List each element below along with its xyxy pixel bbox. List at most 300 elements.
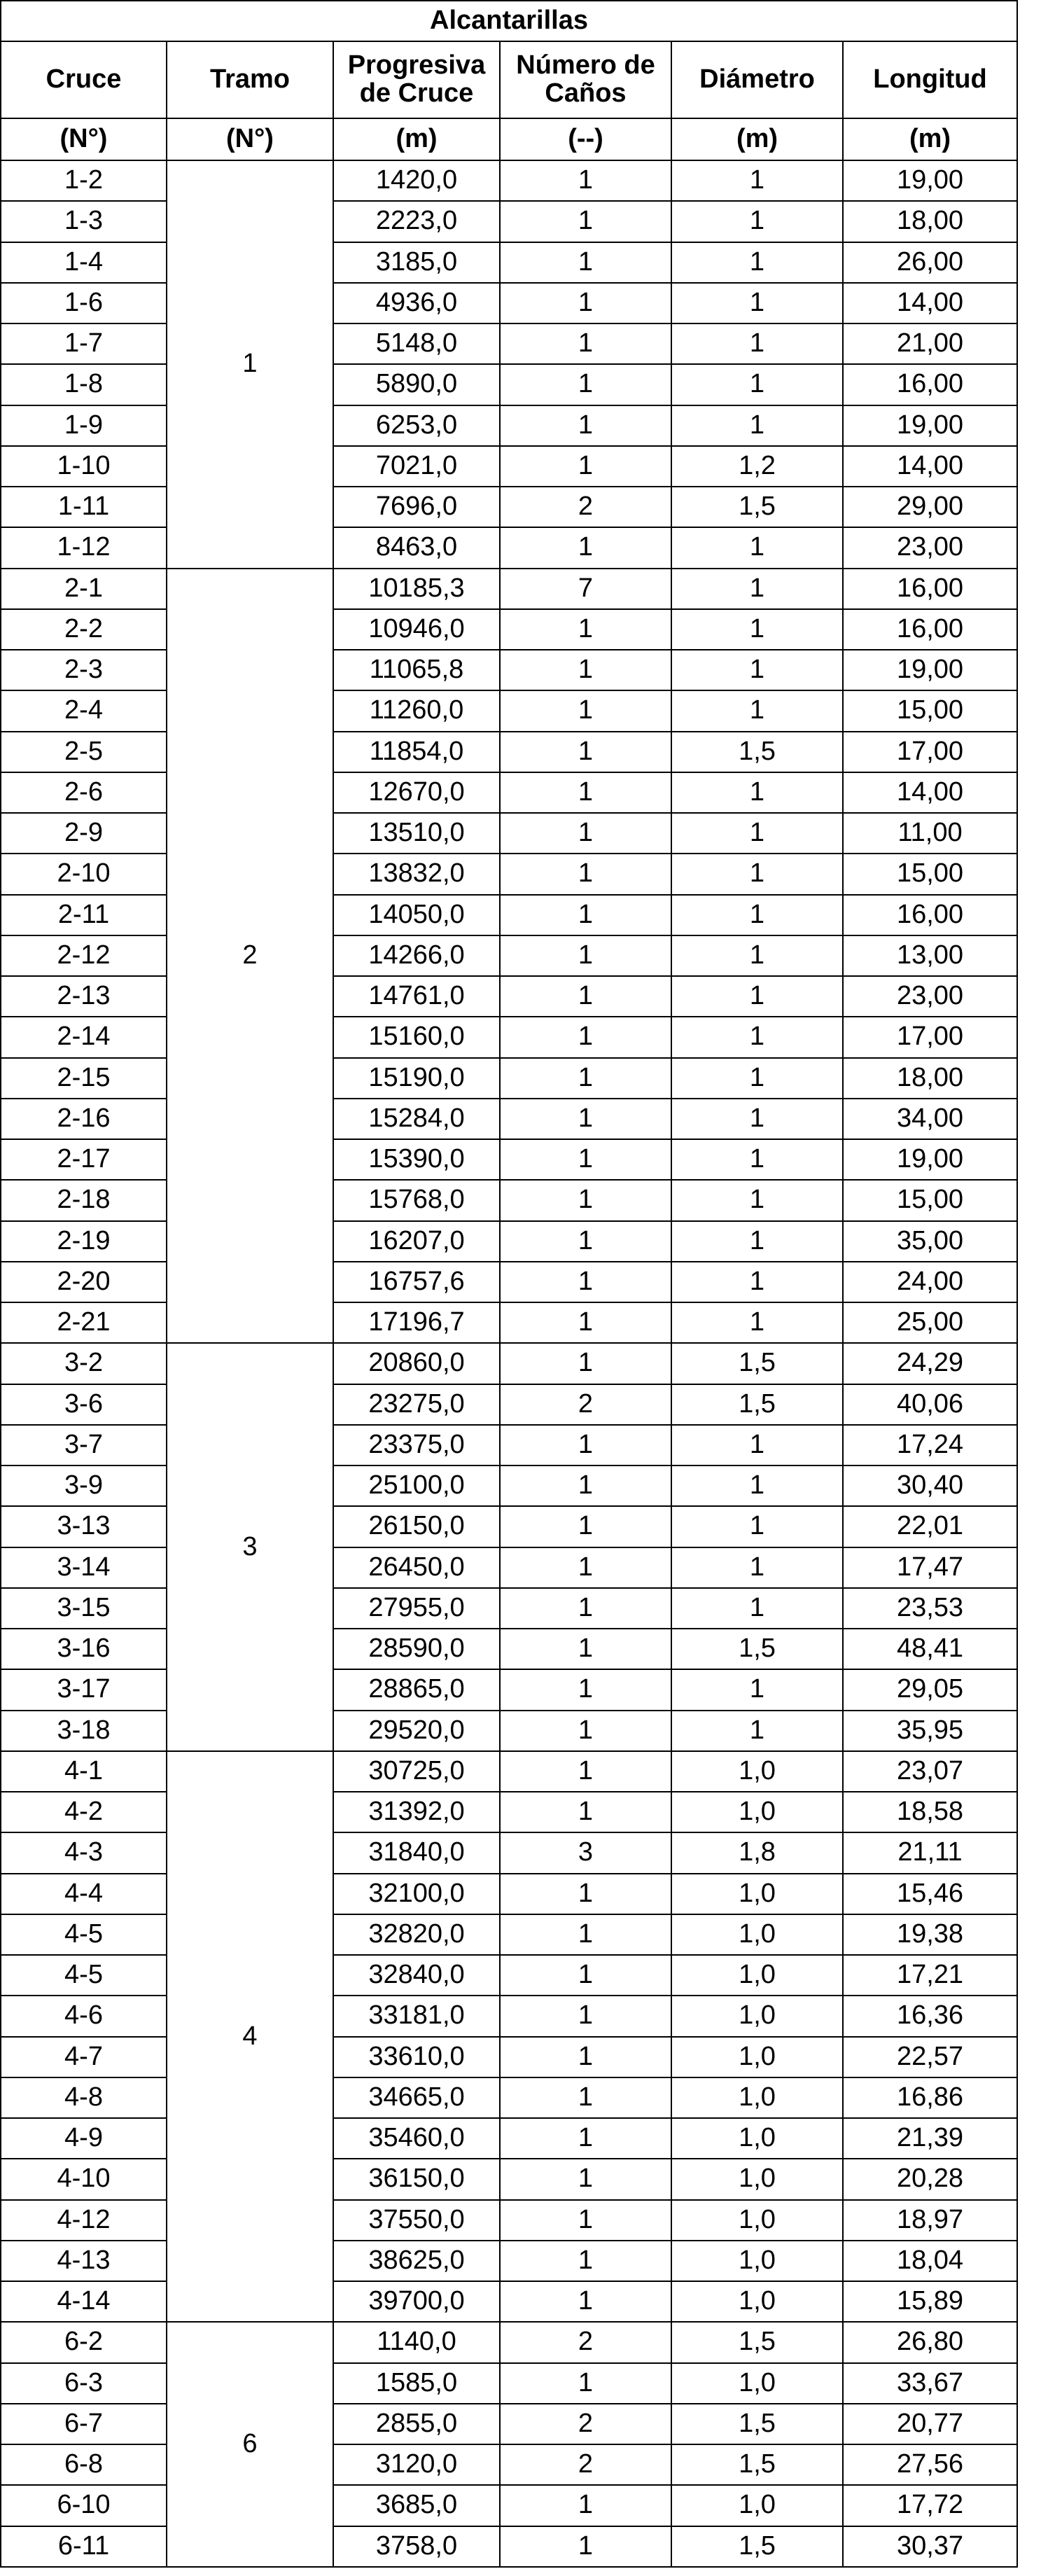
cell-longitud: 19,38 bbox=[843, 1914, 1017, 1955]
cell-cruce: 1-8 bbox=[1, 364, 167, 405]
cell-longitud: 22,01 bbox=[843, 1506, 1017, 1547]
cell-longitud: 15,00 bbox=[843, 854, 1017, 894]
cell-diametro: 1 bbox=[671, 1221, 843, 1262]
cell-longitud: 18,58 bbox=[843, 1792, 1017, 1832]
cell-cruce: 2-4 bbox=[1, 690, 167, 731]
cell-longitud: 35,95 bbox=[843, 1711, 1017, 1751]
cell-progresiva: 7696,0 bbox=[333, 487, 500, 527]
cell-numero-canos: 1 bbox=[500, 1058, 671, 1099]
cell-numero-canos: 2 bbox=[500, 2322, 671, 2362]
cell-numero-canos: 1 bbox=[500, 2037, 671, 2077]
cell-cruce: 4-7 bbox=[1, 2037, 167, 2077]
table-row bbox=[1, 201, 1017, 242]
cell-numero-canos: 1 bbox=[500, 1792, 671, 1832]
table-row bbox=[1, 446, 1017, 487]
unit-longitud: (m) bbox=[843, 118, 1017, 160]
cell-progresiva: 14761,0 bbox=[333, 976, 500, 1017]
header-longitud: Longitud bbox=[843, 41, 1017, 118]
cell-diametro: 1 bbox=[671, 772, 843, 813]
cell-progresiva: 17196,7 bbox=[333, 1302, 500, 1343]
cell-progresiva: 29520,0 bbox=[333, 1711, 500, 1751]
cell-progresiva: 11854,0 bbox=[333, 732, 500, 772]
cell-progresiva: 1140,0 bbox=[333, 2322, 500, 2362]
cell-diametro: 1,5 bbox=[671, 2322, 843, 2362]
cell-tramo: 4 bbox=[167, 1751, 333, 2323]
cell-cruce: 4-12 bbox=[1, 2200, 167, 2241]
cell-cruce: 4-13 bbox=[1, 2241, 167, 2281]
cell-progresiva: 34665,0 bbox=[333, 2077, 500, 2118]
table-row bbox=[1, 1262, 1017, 1302]
cell-diametro: 1 bbox=[671, 813, 843, 854]
cell-cruce: 1-2 bbox=[1, 160, 167, 201]
cell-numero-canos: 1 bbox=[500, 895, 671, 935]
cell-longitud: 24,29 bbox=[843, 1343, 1017, 1384]
cell-longitud: 23,53 bbox=[843, 1588, 1017, 1629]
table-row bbox=[1, 2118, 1017, 2159]
cell-diametro: 1,2 bbox=[671, 446, 843, 487]
cell-cruce: 3-17 bbox=[1, 1669, 167, 1710]
cell-diametro: 1 bbox=[671, 1058, 843, 1099]
table-row bbox=[1, 2200, 1017, 2241]
cell-diametro: 1 bbox=[671, 895, 843, 935]
cell-numero-canos: 1 bbox=[500, 1914, 671, 1955]
cell-diametro: 1,0 bbox=[671, 2118, 843, 2159]
cell-cruce: 2-3 bbox=[1, 650, 167, 690]
table-row bbox=[1, 772, 1017, 813]
cell-cruce: 2-17 bbox=[1, 1139, 167, 1180]
cell-progresiva: 15190,0 bbox=[333, 1058, 500, 1099]
cell-progresiva: 5148,0 bbox=[333, 323, 500, 364]
cell-tramo: 3 bbox=[167, 1343, 333, 1751]
cell-tramo: 1 bbox=[167, 160, 333, 569]
cell-progresiva: 7021,0 bbox=[333, 446, 500, 487]
cell-longitud: 13,00 bbox=[843, 935, 1017, 976]
cell-cruce: 2-6 bbox=[1, 772, 167, 813]
table-row bbox=[1, 1792, 1017, 1832]
cell-numero-canos: 1 bbox=[500, 1343, 671, 1384]
table-row bbox=[1, 1588, 1017, 1629]
cell-numero-canos: 2 bbox=[500, 487, 671, 527]
cell-longitud: 23,07 bbox=[843, 1751, 1017, 1792]
table-row bbox=[1, 1547, 1017, 1588]
cell-cruce: 6-7 bbox=[1, 2404, 167, 2444]
cell-longitud: 48,41 bbox=[843, 1629, 1017, 1669]
cell-cruce: 1-7 bbox=[1, 323, 167, 364]
table-row bbox=[1, 609, 1017, 650]
cell-progresiva: 15160,0 bbox=[333, 1017, 500, 1057]
cell-longitud: 17,24 bbox=[843, 1425, 1017, 1465]
cell-progresiva: 3185,0 bbox=[333, 242, 500, 283]
cell-progresiva: 23275,0 bbox=[333, 1384, 500, 1425]
cell-longitud: 30,40 bbox=[843, 1465, 1017, 1506]
cell-cruce: 4-8 bbox=[1, 2077, 167, 2118]
cell-diametro: 1 bbox=[671, 1547, 843, 1588]
cell-longitud: 17,21 bbox=[843, 1955, 1017, 1996]
cell-numero-canos: 1 bbox=[500, 690, 671, 731]
table-row bbox=[1, 2485, 1017, 2526]
cell-diametro: 1 bbox=[671, 283, 843, 323]
cell-numero-canos: 1 bbox=[500, 527, 671, 568]
table-row bbox=[1, 1425, 1017, 1465]
cell-diametro: 1 bbox=[671, 935, 843, 976]
cell-numero-canos: 1 bbox=[500, 976, 671, 1017]
table-row bbox=[1, 813, 1017, 854]
cell-longitud: 18,00 bbox=[843, 201, 1017, 242]
cell-diametro: 1,0 bbox=[671, 2281, 843, 2322]
cell-cruce: 4-9 bbox=[1, 2118, 167, 2159]
cell-diametro: 1,5 bbox=[671, 1384, 843, 1425]
cell-progresiva: 10185,3 bbox=[333, 569, 500, 609]
table-row bbox=[1, 976, 1017, 1017]
cell-longitud: 11,00 bbox=[843, 813, 1017, 854]
cell-longitud: 19,00 bbox=[843, 650, 1017, 690]
cell-cruce: 4-6 bbox=[1, 1996, 167, 2036]
cell-numero-canos: 1 bbox=[500, 160, 671, 201]
cell-cruce: 3-6 bbox=[1, 1384, 167, 1425]
cell-progresiva: 30725,0 bbox=[333, 1751, 500, 1792]
cell-cruce: 4-2 bbox=[1, 1792, 167, 1832]
cell-numero-canos: 1 bbox=[500, 2526, 671, 2567]
cell-numero-canos: 1 bbox=[500, 2485, 671, 2526]
cell-numero-canos: 1 bbox=[500, 1669, 671, 1710]
cell-cruce: 6-3 bbox=[1, 2363, 167, 2404]
cell-numero-canos: 7 bbox=[500, 569, 671, 609]
cell-cruce: 4-3 bbox=[1, 1832, 167, 1873]
unit-progresiva: (m) bbox=[333, 118, 500, 160]
cell-diametro: 1,0 bbox=[671, 1751, 843, 1792]
cell-progresiva: 10946,0 bbox=[333, 609, 500, 650]
cell-longitud: 21,11 bbox=[843, 1832, 1017, 1873]
cell-numero-canos: 1 bbox=[500, 1506, 671, 1547]
table-row bbox=[1, 1017, 1017, 1057]
cell-diametro: 1 bbox=[671, 1139, 843, 1180]
table-row bbox=[1, 2444, 1017, 2485]
cell-longitud: 23,00 bbox=[843, 976, 1017, 1017]
cell-longitud: 17,47 bbox=[843, 1547, 1017, 1588]
table-row bbox=[1, 1343, 1017, 1384]
cell-numero-canos: 1 bbox=[500, 854, 671, 894]
header-progresiva: Progresiva de Cruce bbox=[333, 41, 500, 118]
cell-longitud: 16,00 bbox=[843, 569, 1017, 609]
unit-tramo: (N°) bbox=[167, 118, 333, 160]
table-row bbox=[1, 2363, 1017, 2404]
cell-numero-canos: 1 bbox=[500, 1751, 671, 1792]
cell-longitud: 33,67 bbox=[843, 2363, 1017, 2404]
cell-diametro: 1 bbox=[671, 1262, 843, 1302]
cell-progresiva: 25100,0 bbox=[333, 1465, 500, 1506]
cell-numero-canos: 1 bbox=[500, 1221, 671, 1262]
cell-cruce: 2-12 bbox=[1, 935, 167, 976]
cell-diametro: 1 bbox=[671, 1669, 843, 1710]
table-row bbox=[1, 1711, 1017, 1751]
cell-diametro: 1 bbox=[671, 1302, 843, 1343]
cell-diametro: 1 bbox=[671, 1506, 843, 1547]
cell-diametro: 1,0 bbox=[671, 2241, 843, 2281]
cell-diametro: 1,5 bbox=[671, 2444, 843, 2485]
header-cruce: Cruce bbox=[1, 41, 167, 118]
cell-longitud: 19,00 bbox=[843, 160, 1017, 201]
cell-numero-canos: 1 bbox=[500, 935, 671, 976]
cell-numero-canos: 2 bbox=[500, 2444, 671, 2485]
cell-longitud: 26,80 bbox=[843, 2322, 1017, 2362]
unit-diametro: (m) bbox=[671, 118, 843, 160]
cell-progresiva: 11065,8 bbox=[333, 650, 500, 690]
cell-numero-canos: 1 bbox=[500, 1262, 671, 1302]
cell-longitud: 30,37 bbox=[843, 2526, 1017, 2567]
cell-progresiva: 2223,0 bbox=[333, 201, 500, 242]
cell-cruce: 2-15 bbox=[1, 1058, 167, 1099]
cell-longitud: 18,97 bbox=[843, 2200, 1017, 2241]
table-row bbox=[1, 1996, 1017, 2036]
cell-longitud: 16,86 bbox=[843, 2077, 1017, 2118]
cell-numero-canos: 1 bbox=[500, 1711, 671, 1751]
table-row bbox=[1, 650, 1017, 690]
cell-longitud: 29,05 bbox=[843, 1669, 1017, 1710]
cell-longitud: 25,00 bbox=[843, 1302, 1017, 1343]
cell-numero-canos: 1 bbox=[500, 772, 671, 813]
cell-numero-canos: 1 bbox=[500, 1465, 671, 1506]
cell-longitud: 15,46 bbox=[843, 1874, 1017, 1914]
table-row bbox=[1, 1302, 1017, 1343]
cell-diametro: 1 bbox=[671, 854, 843, 894]
cell-progresiva: 12670,0 bbox=[333, 772, 500, 813]
cell-numero-canos: 1 bbox=[500, 1629, 671, 1669]
cell-diametro: 1,0 bbox=[671, 2037, 843, 2077]
table-row bbox=[1, 935, 1017, 976]
cell-cruce: 2-1 bbox=[1, 569, 167, 609]
table-body bbox=[1, 160, 1017, 2567]
cell-numero-canos: 1 bbox=[500, 2281, 671, 2322]
cell-diametro: 1 bbox=[671, 976, 843, 1017]
cell-longitud: 17,72 bbox=[843, 2485, 1017, 2526]
cell-progresiva: 14266,0 bbox=[333, 935, 500, 976]
cell-numero-canos: 1 bbox=[500, 813, 671, 854]
cell-tramo: 6 bbox=[167, 2322, 333, 2567]
cell-cruce: 6-11 bbox=[1, 2526, 167, 2567]
header-numero-canos: Número de Caños bbox=[500, 41, 671, 118]
table-row bbox=[1, 283, 1017, 323]
cell-numero-canos: 1 bbox=[500, 2118, 671, 2159]
table-row bbox=[1, 1506, 1017, 1547]
cell-cruce: 1-10 bbox=[1, 446, 167, 487]
cell-diametro: 1,5 bbox=[671, 2526, 843, 2567]
cell-numero-canos: 2 bbox=[500, 1384, 671, 1425]
table-row bbox=[1, 2404, 1017, 2444]
cell-longitud: 15,00 bbox=[843, 1180, 1017, 1220]
cell-longitud: 34,00 bbox=[843, 1099, 1017, 1139]
cell-numero-canos: 1 bbox=[500, 323, 671, 364]
table-row bbox=[1, 1099, 1017, 1139]
cell-longitud: 20,77 bbox=[843, 2404, 1017, 2444]
cell-progresiva: 15768,0 bbox=[333, 1180, 500, 1220]
unit-numero-canos: (--) bbox=[500, 118, 671, 160]
cell-progresiva: 28865,0 bbox=[333, 1669, 500, 1710]
table-row bbox=[1, 732, 1017, 772]
cell-numero-canos: 1 bbox=[500, 650, 671, 690]
cell-cruce: 2-16 bbox=[1, 1099, 167, 1139]
cell-progresiva: 39700,0 bbox=[333, 2281, 500, 2322]
cell-numero-canos: 3 bbox=[500, 1832, 671, 1873]
cell-progresiva: 1585,0 bbox=[333, 2363, 500, 2404]
cell-cruce: 4-5 bbox=[1, 1914, 167, 1955]
cell-cruce: 3-16 bbox=[1, 1629, 167, 1669]
cell-numero-canos: 2 bbox=[500, 2404, 671, 2444]
cell-progresiva: 11260,0 bbox=[333, 690, 500, 731]
cell-cruce: 1-4 bbox=[1, 242, 167, 283]
cell-cruce: 2-2 bbox=[1, 609, 167, 650]
cell-numero-canos: 1 bbox=[500, 2077, 671, 2118]
table-row bbox=[1, 690, 1017, 731]
cell-longitud: 23,00 bbox=[843, 527, 1017, 568]
cell-longitud: 29,00 bbox=[843, 487, 1017, 527]
cell-progresiva: 15390,0 bbox=[333, 1139, 500, 1180]
cell-cruce: 2-5 bbox=[1, 732, 167, 772]
cell-cruce: 4-1 bbox=[1, 1751, 167, 1792]
cell-numero-canos: 1 bbox=[500, 1017, 671, 1057]
cell-progresiva: 13510,0 bbox=[333, 813, 500, 854]
cell-diametro: 1 bbox=[671, 650, 843, 690]
cell-progresiva: 20860,0 bbox=[333, 1343, 500, 1384]
cell-longitud: 22,57 bbox=[843, 2037, 1017, 2077]
cell-numero-canos: 1 bbox=[500, 2241, 671, 2281]
cell-progresiva: 32840,0 bbox=[333, 1955, 500, 1996]
table-row bbox=[1, 1955, 1017, 1996]
table-row bbox=[1, 2241, 1017, 2281]
cell-progresiva: 36150,0 bbox=[333, 2159, 500, 2199]
cell-cruce: 1-6 bbox=[1, 283, 167, 323]
cell-cruce: 1-9 bbox=[1, 405, 167, 446]
cell-diametro: 1 bbox=[671, 1465, 843, 1506]
cell-progresiva: 33181,0 bbox=[333, 1996, 500, 2036]
table-row bbox=[1, 2037, 1017, 2077]
cell-cruce: 3-18 bbox=[1, 1711, 167, 1751]
cell-numero-canos: 1 bbox=[500, 201, 671, 242]
cell-diametro: 1 bbox=[671, 1588, 843, 1629]
cell-cruce: 6-10 bbox=[1, 2485, 167, 2526]
table-row bbox=[1, 1180, 1017, 1220]
table-row bbox=[1, 527, 1017, 568]
cell-progresiva: 31840,0 bbox=[333, 1832, 500, 1873]
cell-longitud: 21,39 bbox=[843, 2118, 1017, 2159]
cell-cruce: 1-12 bbox=[1, 527, 167, 568]
cell-progresiva: 16207,0 bbox=[333, 1221, 500, 1262]
cell-diametro: 1,0 bbox=[671, 2485, 843, 2526]
cell-diametro: 1 bbox=[671, 364, 843, 405]
cell-cruce: 2-9 bbox=[1, 813, 167, 854]
table-row bbox=[1, 1874, 1017, 1914]
cell-diametro: 1,0 bbox=[671, 1914, 843, 1955]
table-row bbox=[1, 2322, 1017, 2362]
cell-progresiva: 15284,0 bbox=[333, 1099, 500, 1139]
cell-longitud: 20,28 bbox=[843, 2159, 1017, 2199]
cell-diametro: 1,5 bbox=[671, 2404, 843, 2444]
cell-numero-canos: 1 bbox=[500, 2200, 671, 2241]
table-row bbox=[1, 1832, 1017, 1873]
table-row bbox=[1, 1669, 1017, 1710]
cell-longitud: 21,00 bbox=[843, 323, 1017, 364]
cell-progresiva: 2855,0 bbox=[333, 2404, 500, 2444]
cell-diametro: 1,8 bbox=[671, 1832, 843, 1873]
cell-diametro: 1,0 bbox=[671, 1996, 843, 2036]
cell-diametro: 1 bbox=[671, 1180, 843, 1220]
cell-progresiva: 27955,0 bbox=[333, 1588, 500, 1629]
cell-cruce: 6-8 bbox=[1, 2444, 167, 2485]
cell-numero-canos: 1 bbox=[500, 2363, 671, 2404]
cell-cruce: 3-13 bbox=[1, 1506, 167, 1547]
cell-progresiva: 13832,0 bbox=[333, 854, 500, 894]
table-row bbox=[1, 895, 1017, 935]
cell-progresiva: 35460,0 bbox=[333, 2118, 500, 2159]
header-diametro: Diámetro bbox=[671, 41, 843, 118]
cell-longitud: 14,00 bbox=[843, 772, 1017, 813]
cell-progresiva: 3758,0 bbox=[333, 2526, 500, 2567]
cell-cruce: 3-9 bbox=[1, 1465, 167, 1506]
header-tramo: Tramo bbox=[167, 41, 333, 118]
table-row bbox=[1, 2077, 1017, 2118]
table-row bbox=[1, 569, 1017, 609]
cell-cruce: 2-19 bbox=[1, 1221, 167, 1262]
cell-cruce: 4-4 bbox=[1, 1874, 167, 1914]
table-row bbox=[1, 242, 1017, 283]
table-row bbox=[1, 2281, 1017, 2322]
cell-diametro: 1,5 bbox=[671, 1629, 843, 1669]
cell-numero-canos: 1 bbox=[500, 364, 671, 405]
cell-progresiva: 26150,0 bbox=[333, 1506, 500, 1547]
cell-diametro: 1,0 bbox=[671, 1955, 843, 1996]
table-row bbox=[1, 1384, 1017, 1425]
cell-progresiva: 14050,0 bbox=[333, 895, 500, 935]
table-row bbox=[1, 1058, 1017, 1099]
cell-progresiva: 1420,0 bbox=[333, 160, 500, 201]
table-row bbox=[1, 2159, 1017, 2199]
cell-diametro: 1,0 bbox=[671, 2077, 843, 2118]
cell-longitud: 24,00 bbox=[843, 1262, 1017, 1302]
cell-progresiva: 38625,0 bbox=[333, 2241, 500, 2281]
cell-progresiva: 33610,0 bbox=[333, 2037, 500, 2077]
cell-longitud: 16,00 bbox=[843, 895, 1017, 935]
cell-longitud: 14,00 bbox=[843, 446, 1017, 487]
cell-cruce: 2-18 bbox=[1, 1180, 167, 1220]
cell-cruce: 4-5 bbox=[1, 1955, 167, 1996]
cell-numero-canos: 1 bbox=[500, 1425, 671, 1465]
cell-diametro: 1 bbox=[671, 569, 843, 609]
table-row bbox=[1, 1221, 1017, 1262]
cell-longitud: 18,04 bbox=[843, 2241, 1017, 2281]
cell-longitud: 16,00 bbox=[843, 364, 1017, 405]
table-row bbox=[1, 1751, 1017, 1792]
cell-progresiva: 8463,0 bbox=[333, 527, 500, 568]
cell-numero-canos: 1 bbox=[500, 1955, 671, 1996]
cell-numero-canos: 1 bbox=[500, 1547, 671, 1588]
cell-diametro: 1,5 bbox=[671, 487, 843, 527]
cell-cruce: 2-14 bbox=[1, 1017, 167, 1057]
cell-longitud: 19,00 bbox=[843, 1139, 1017, 1180]
cell-diametro: 1 bbox=[671, 160, 843, 201]
cell-progresiva: 28590,0 bbox=[333, 1629, 500, 1669]
table-title: Alcantarillas bbox=[1, 1, 1017, 41]
cell-numero-canos: 1 bbox=[500, 283, 671, 323]
cell-cruce: 4-14 bbox=[1, 2281, 167, 2322]
cell-cruce: 6-2 bbox=[1, 2322, 167, 2362]
cell-progresiva: 16757,6 bbox=[333, 1262, 500, 1302]
cell-diametro: 1,0 bbox=[671, 2200, 843, 2241]
cell-longitud: 14,00 bbox=[843, 283, 1017, 323]
cell-cruce: 1-3 bbox=[1, 201, 167, 242]
cell-longitud: 16,00 bbox=[843, 609, 1017, 650]
table-row bbox=[1, 487, 1017, 527]
cell-longitud: 27,56 bbox=[843, 2444, 1017, 2485]
cell-numero-canos: 1 bbox=[500, 1874, 671, 1914]
